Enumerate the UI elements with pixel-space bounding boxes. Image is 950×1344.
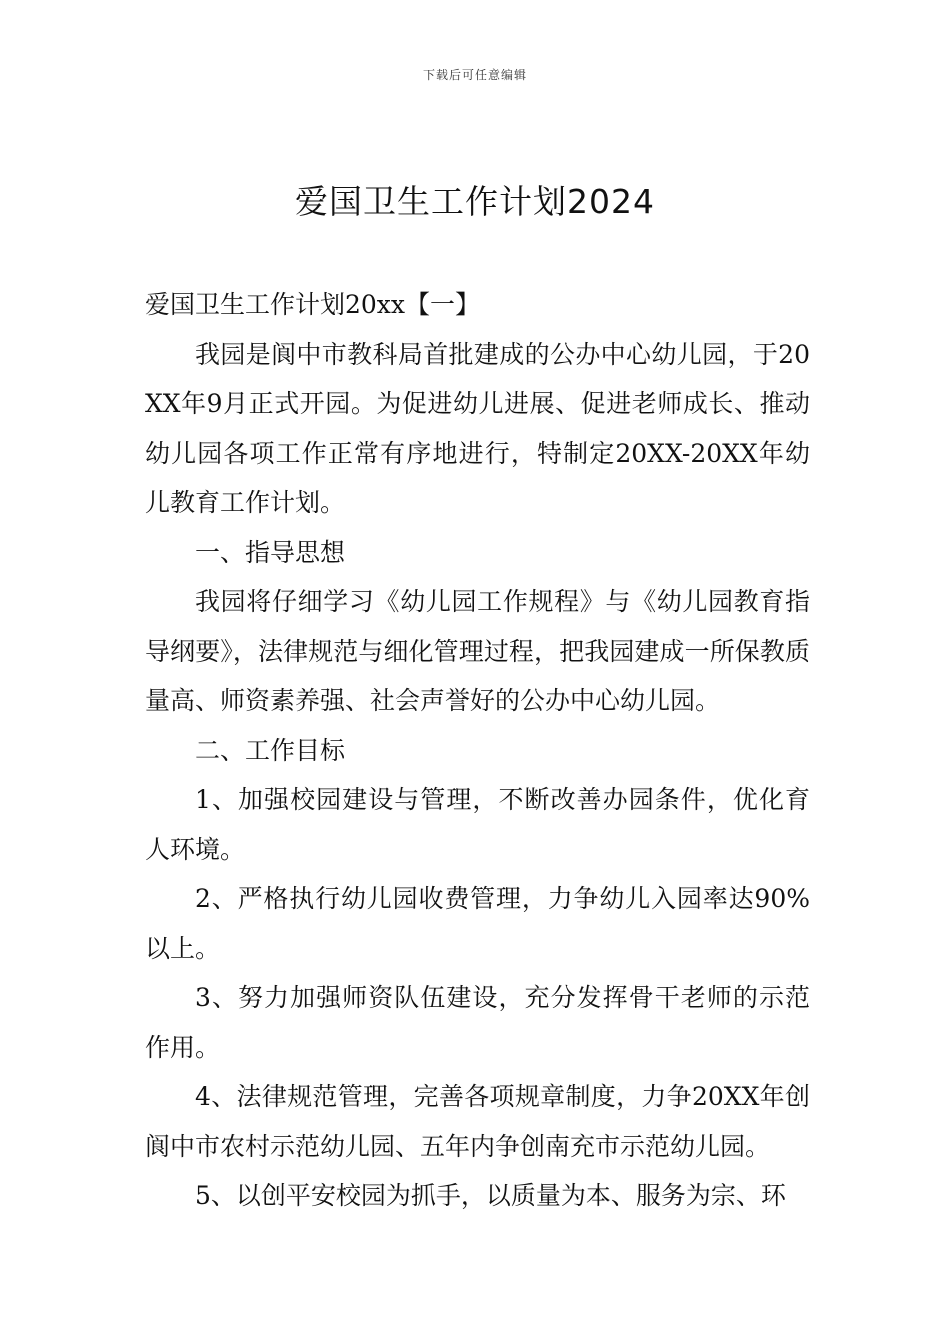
page-header-note: 下载后可任意编辑 — [422, 68, 527, 82]
subheading-work-goals: 二、工作目标 — [195, 735, 346, 765]
list-item: 5、以创平安校园为抓手，以质量为本、服务为宗、环 — [195, 1181, 786, 1210]
list-item: 2、严格执行幼儿园收费管理，力争幼儿入园率达90%以上。 — [145, 884, 810, 963]
document-title: 爱国卫生工作计划2024 — [295, 182, 655, 221]
list-item: 3、努力加强师资队伍建设，充分发挥骨干老师的示范作用。 — [145, 983, 810, 1062]
body-paragraph: 我园将仔细学习《幼儿园工作规程》与《幼儿园教育指导纲要》，法律规范与细化管理过程，把我园建成一所保教质量高、师资素养强、社会声誉好的公办中心幼儿园。 — [145, 587, 810, 715]
list-item: 4、法律规范管理，完善各项规章制度，力争20XX年创阆中市农村示范幼儿园、五年内争创南充市示范幼儿园。 — [145, 1082, 810, 1161]
list-item: 1、加强校园建设与管理，不断改善办园条件，优化育人环境。 — [145, 785, 810, 864]
section-heading: 爱国卫生工作计划20xx【一】 — [145, 290, 481, 319]
subheading-guiding-thought: 一、指导思想 — [195, 537, 346, 567]
document-body — [145, 280, 810, 1221]
body-paragraph: 我园是阆中市教科局首批建成的公办中心幼儿园，于20XX年9月正式开园。为促进幼儿进展、促进老师成长、推动幼儿园各项工作正常有序地进行，特制定20XX-20XX年幼儿教育工作计划。 — [145, 339, 810, 517]
